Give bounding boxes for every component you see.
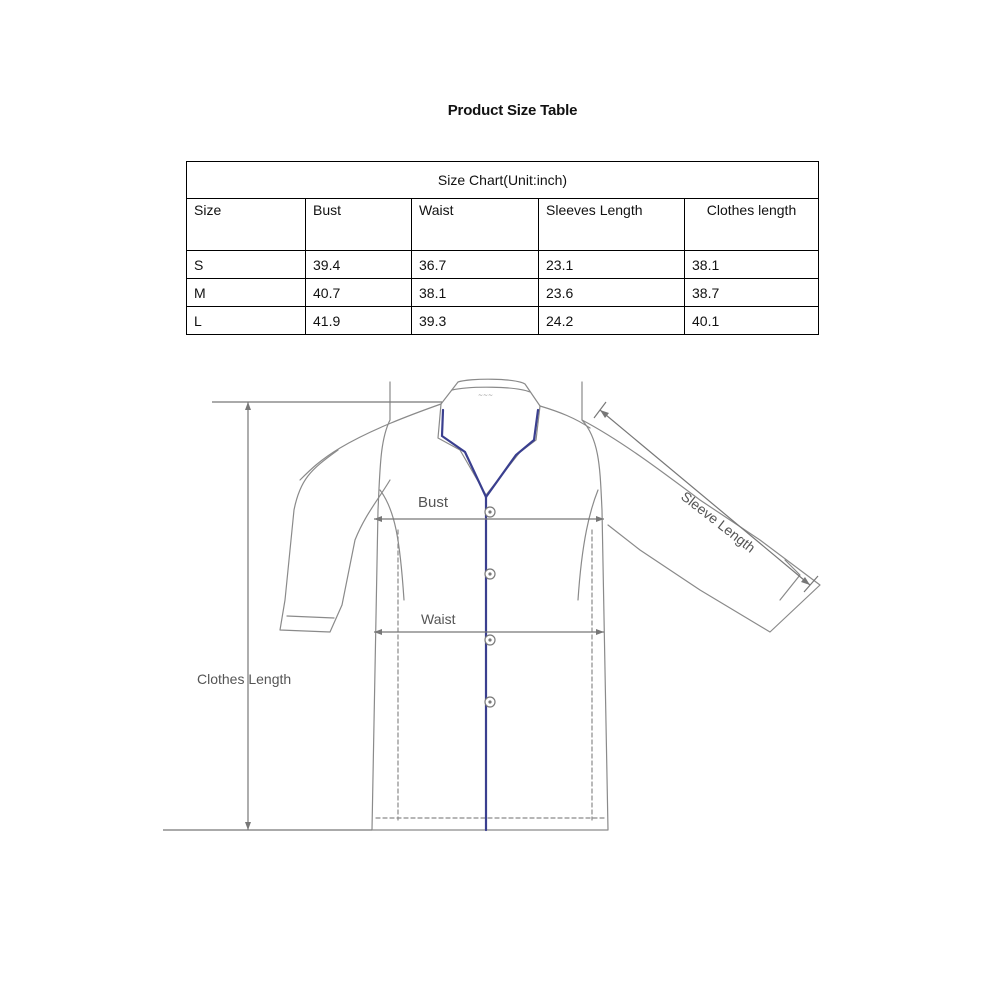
collar-outline: [441, 379, 540, 406]
table-row: [187, 307, 819, 335]
header-size: Size: [187, 199, 306, 251]
cell-waist: 38.1: [412, 279, 539, 307]
sleeve-arrow-bottom: [801, 577, 810, 585]
page-title: Product Size Table: [447, 102, 578, 119]
coat-body-outline: [372, 382, 608, 830]
sleeve-tick-top: [594, 402, 606, 418]
table-row: [187, 279, 819, 307]
cell-bust: 41.9: [306, 307, 412, 335]
cell-waist: 39.3: [412, 307, 539, 335]
button-4: [485, 697, 495, 707]
clothes-length-label: Clothes Length: [197, 671, 292, 687]
waist-arrow-left: [374, 629, 382, 635]
cell-size: S: [187, 251, 306, 279]
cell-waist: 36.7: [412, 251, 539, 279]
cell-size: L: [187, 307, 306, 335]
size-chart-table: [186, 161, 819, 335]
sleeve-tick-bottom: [804, 576, 818, 592]
cell-size: M: [187, 279, 306, 307]
header-waist: Waist: [412, 199, 539, 251]
right-shoulder-line: [540, 406, 590, 428]
right-cuff-line: [780, 560, 800, 600]
left-shoulder-line: [300, 404, 441, 480]
table-header-row: [187, 199, 819, 251]
button-3: [485, 635, 495, 645]
lapel-trim-right: [486, 410, 538, 497]
svg-text:~~~: ~~~: [478, 392, 494, 399]
table-row: [187, 251, 819, 279]
sleeve-length-measure-line: [600, 410, 810, 585]
cell-bust: 39.4: [306, 251, 412, 279]
lapel-left: [438, 404, 486, 495]
button-1: [485, 507, 495, 517]
cell-bust: 40.7: [306, 279, 412, 307]
lapel-right: [486, 406, 540, 495]
left-sleeve-outline: [280, 450, 390, 632]
length-arrow-top: [245, 402, 251, 410]
cell-clothes-length: 40.1: [685, 307, 819, 335]
lapel-trim-left: [442, 410, 486, 497]
right-sleeve-outline: [582, 420, 820, 632]
bust-arrow-right: [596, 516, 604, 522]
left-cuff-line: [287, 616, 334, 618]
cell-sleeves-length: 24.2: [539, 307, 685, 335]
collar-back-line: [452, 387, 530, 392]
button-2: [485, 569, 495, 579]
left-princess-seam: [380, 490, 404, 600]
header-clothes-length: Clothes length: [685, 199, 819, 251]
cell-sleeves-length: 23.1: [539, 251, 685, 279]
bust-label: Bust: [418, 494, 449, 511]
header-sleeves-length: Sleeves Length: [539, 199, 685, 251]
waist-label: Waist: [421, 611, 456, 627]
size-chart-caption: Size Chart(Unit:inch): [187, 162, 819, 199]
header-bust: Bust: [306, 199, 412, 251]
cell-clothes-length: 38.7: [685, 279, 819, 307]
length-arrow-bottom: [245, 822, 251, 830]
sleeve-length-label: Sleeve Length: [678, 488, 759, 556]
cell-clothes-length: 38.1: [685, 251, 819, 279]
sleeve-arrow-top: [600, 410, 609, 418]
cell-sleeves-length: 23.6: [539, 279, 685, 307]
waist-arrow-right: [596, 629, 604, 635]
bust-arrow-left: [374, 516, 382, 522]
right-princess-seam: [578, 490, 598, 600]
